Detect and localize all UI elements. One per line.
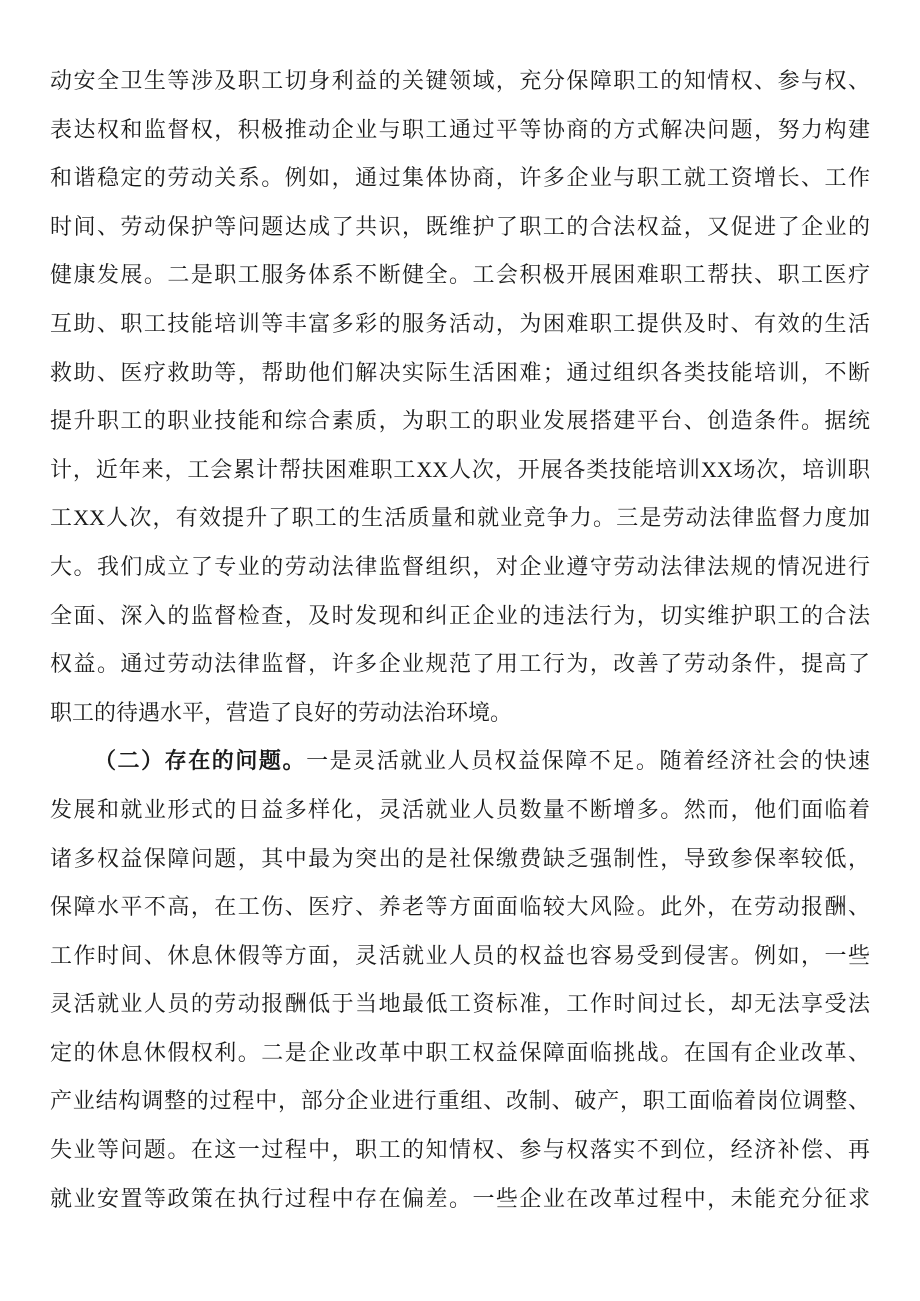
text-line [50,154,870,203]
text-line [50,543,870,592]
text-line-content: 大。我们成立了专业的劳动法律监督组织，对企业遵守劳动法律法规的情况进行 [50,553,870,579]
text-line [50,251,870,300]
text-line-content: 定的休息休假权利。二是企业改革中职工权益保障面临挑战。在国有企业改革、 [50,1039,870,1065]
text-line-content: 灵活就业人员的劳动报酬低于当地最低工资标准，工作时间过长，却无法享受法 [50,991,870,1017]
text-line-content: 工作时间、休息休假等方面，灵活就业人员的权益也容易受到侵害。例如，一些 [50,942,870,968]
text-line-content: 权益。通过劳动法律监督，许多企业规范了用工行为，改善了劳动条件，提高了 [50,651,870,677]
text-line [50,737,870,786]
text-line-content: 时间、劳动保护等问题达成了共识，既维护了职工的合法权益，又促进了企业的 [50,213,870,239]
text-line-content: 工XX人次，有效提升了职工的生活质量和就业竞争力。三是劳动法律监督力度加 [50,505,870,531]
text-line [50,689,870,738]
document-text-block [50,57,870,1223]
text-line [50,106,870,155]
text-line-content: 失业等问题。在这一过程中，职工的知情权、参与权落实不到位，经济补偿、再 [50,1137,870,1163]
text-line [50,1126,870,1175]
text-line [50,1029,870,1078]
text-line-content: 一是灵活就业人员权益保障不足。随着经济社会的快速 [306,748,870,774]
text-line-content: 提升职工的职业技能和综合素质，为职工的职业发展搭建平台、创造条件。据统 [50,408,870,434]
text-line-content: 职工的待遇水平，营造了良好的劳动法治环境。 [50,699,513,725]
text-line [50,1077,870,1126]
text-line-content: 表达权和监督权，积极推动企业与职工通过平等协商的方式解决问题，努力构建 [50,116,870,142]
text-line [50,932,870,981]
text-line [50,980,870,1029]
text-line [50,397,870,446]
text-line [50,592,870,641]
text-line-content: 发展和就业形式的日益多样化，灵活就业人员数量不断增多。然而，他们面临着 [50,796,870,822]
text-line-content: 计，近年来，工会累计帮扶困难职工XX人次，开展各类技能培训XX场次，培训职 [50,456,870,482]
text-line [50,640,870,689]
text-line-content: 全面、深入的监督检查，及时发现和纠正企业的违法行为，切实维护职工的合法 [50,602,870,628]
text-line-content: 诸多权益保障问题，其中最为突出的是社保缴费缺乏强制性，导致参保率较低， [50,845,870,871]
text-line-content: 救助、医疗救助等，帮助他们解决实际生活困难；通过组织各类技能培训，不断 [50,359,870,385]
text-line-content: 产业结构调整的过程中，部分企业进行重组、改制、破产，职工面临着岗位调整、 [50,1088,870,1114]
text-line-content: 健康发展。二是职工服务体系不断健全。工会积极开展困难职工帮扶、职工医疗 [50,262,870,288]
text-line [50,1175,870,1224]
text-line [50,446,870,495]
text-line [50,349,870,398]
text-line-content: 保障水平不高，在工伤、医疗、养老等方面面临较大风险。此外，在劳动报酬、 [50,894,870,920]
text-line [50,300,870,349]
section-heading: （二）存在的问题。 [94,748,307,774]
text-line [50,57,870,106]
text-line-content: 就业安置等政策在执行过程中存在偏差。一些企业在改革过程中，未能充分征求 [50,1185,870,1211]
text-line [50,835,870,884]
text-line-content: 动安全卫生等涉及职工切身利益的关键领域，充分保障职工的知情权、参与权、 [50,68,870,93]
text-line-content: 互助、职工技能培训等丰富多彩的服务活动，为困难职工提供及时、有效的生活 [50,310,870,336]
text-line [50,203,870,252]
text-line [50,883,870,932]
text-line [50,786,870,835]
text-line [50,494,870,543]
text-line-content: 和谐稳定的劳动关系。例如，通过集体协商，许多企业与职工就工资增长、工作 [50,165,870,191]
